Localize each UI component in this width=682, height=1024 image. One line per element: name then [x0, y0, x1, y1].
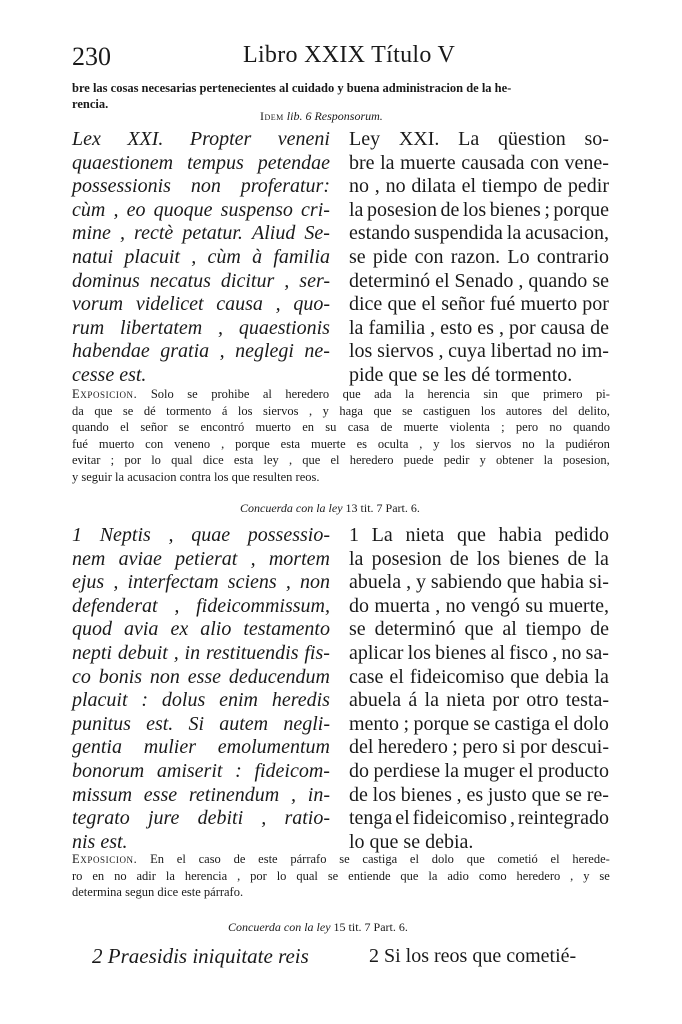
par1-latin-column — [72, 524, 330, 854]
par1-spanish-line: abuela , y sabiendo que habia si- — [349, 571, 609, 594]
exposicion-2-label: Exposicion. — [72, 852, 138, 866]
exposicion-2-line: Exposicion. En el caso de este párrafo se castiga el dolo que cometió el herede- — [72, 852, 610, 866]
lex21-latin-column — [72, 128, 330, 388]
source-work: lib. 6 Responsorum. — [286, 109, 383, 123]
exposicion-1-line: da que se dé tormento á los siervos , y haga que se castiguen los autores del delito, — [72, 403, 610, 418]
concordance-2 — [228, 920, 408, 935]
lex21-spanish-line: pide que se les dé tormento. — [349, 363, 573, 386]
par1-latin-line: bonorum amiserit : fideicom- — [72, 759, 330, 782]
concordance-1-ref: 13 tit. 7 Part. 6. — [345, 501, 420, 515]
lex21-latin-line: natui placuit , cùm à familia — [72, 245, 330, 268]
par1-latin-line: tegrato jure debiti , ratio- — [72, 807, 330, 830]
intro-continuation — [72, 80, 612, 112]
exposicion-2 — [72, 851, 610, 901]
par1-latin-line: placuit : dolus enim heredis — [72, 689, 330, 712]
concordance-2-text: Concuerda con la ley — [228, 920, 331, 934]
par1-latin-line: missum esse retinendum , in- — [72, 783, 330, 806]
par1-spanish-line: tenga el fideicomiso , reintegrado — [349, 807, 609, 830]
lex21-latin-line: rum libertatem , quaestionis — [72, 316, 330, 339]
par1-latin-line: 1 Neptis , quae possessio- — [72, 524, 330, 546]
par1-spanish-line: aplicar los bienes al fisco , no sa- — [349, 641, 609, 664]
lex21-spanish-line: la posesion de los bienes ; porque — [349, 198, 609, 221]
par1-latin-line: nepti debuit , in restituendis fis- — [72, 641, 330, 664]
par1-spanish-line: se determinó que al tiempo de — [349, 618, 609, 641]
exposicion-1-line: quando el señor se encontró muerto en su casa de muerte violenta ; pero no quando — [72, 420, 610, 435]
exposicion-1-line: Exposicion. Solo se prohibe al heredero que ada la herencia sin que primero pi- — [72, 387, 610, 401]
exposicion-1-label: Exposicion. — [72, 387, 138, 401]
par1-spanish-column — [349, 524, 609, 854]
par1-latin-line: co bonis non esse deducendum — [72, 665, 330, 688]
par1-spanish-line: la posesion de los bienes de la — [349, 547, 609, 570]
source-heading — [260, 109, 383, 124]
page-number: 230 — [72, 42, 111, 71]
par1-latin-line: nem aviae petierat , mortem — [72, 547, 330, 570]
par1-spanish-line: case el fideicomiso que debia la — [349, 665, 609, 688]
exposicion-1-line: fué muerto con veneno , porque esta muerte es oculta , y los siervos no la pudiéron — [72, 436, 610, 451]
lex21-latin-line: possessionis non proferatur: — [72, 175, 330, 198]
par1-spanish-line: mento ; porque se castiga el dolo — [349, 712, 609, 735]
concordance-2-ref: 15 tit. 7 Part. 6. — [333, 920, 408, 934]
par2-spanish-start: 2 Si los reos que cometié- — [369, 945, 577, 967]
lex21-spanish-line: bre la muerte causada con vene- — [349, 151, 609, 174]
par1-spanish-line: do muerta , no vengó su muerte, — [349, 594, 609, 617]
par1-latin-line: defenderat , fideicommissum, — [72, 594, 330, 617]
lex21-latin-line: quaestionem tempus petendae — [72, 151, 330, 174]
lex21-spanish-line: los siervos , cuya libertad no im- — [349, 340, 609, 363]
lex21-latin-line: habendae gratia , neglegi ne- — [72, 340, 330, 363]
exposicion-1 — [72, 386, 610, 486]
par1-latin-line: ejus , interfectam sciens , non — [72, 571, 330, 594]
par1-latin-line: quod avia ex alio testamento — [72, 618, 330, 641]
lex21-latin-line: mine , rectè petatur. Aliud Se- — [72, 222, 330, 245]
par2-latin-start: 2 Praesidis iniquitate reis — [92, 944, 309, 968]
exposicion-1-line: y seguir la acusacion contra los que resulten reos. — [72, 469, 320, 484]
par1-spanish-line: del heredero ; pero si por descui- — [349, 736, 609, 759]
source-author: Idem — [260, 109, 284, 123]
lex21-latin-line: cùm , eo quoque suspenso cri- — [72, 198, 330, 221]
exposicion-1-line: evitar ; por lo qual dice esta ley , que el heredero puede pedir y obtener la posesion, — [72, 453, 610, 468]
lex21-spanish-line: estando suspendida la acusacion, — [349, 222, 609, 245]
lex21-spanish-line: dice que el señor fué muerto por — [349, 293, 609, 316]
concordance-1 — [240, 501, 420, 516]
par1-latin-line: punitus est. Si autem negli- — [72, 712, 330, 735]
lex21-latin-line: cesse est. — [72, 363, 147, 386]
par1-latin-line: gentia mulier emolumentum — [72, 736, 330, 759]
intro-line-2: rencia. — [72, 97, 109, 111]
lex21-latin-line: Lex XXI. Propter veneni — [72, 128, 330, 150]
concordance-1-text: Concuerda con la ley — [240, 501, 343, 515]
par1-latin-line: nis est. — [72, 830, 128, 853]
par1-spanish-line: lo que se debia. — [349, 830, 474, 853]
lex21-spanish-column — [349, 128, 609, 388]
lex21-spanish-line: Ley XXI. La qüestion so- — [349, 128, 609, 150]
lex21-latin-line: vorum videlicet causa , quo- — [72, 293, 330, 316]
exposicion-2-line: ro en no adir la herencia , por lo qual se entiende que la adio como heredero , y se — [72, 868, 610, 883]
lex21-latin-line: dominus necatus dicitur , ser- — [72, 269, 330, 292]
lex21-spanish-line: se pide con razon. Lo contrario — [349, 245, 609, 268]
lex21-spanish-line: determinó el Senado , quando se — [349, 269, 609, 292]
lex21-spanish-line: no , no dilata el tiempo de pedir — [349, 175, 609, 198]
lex21-spanish-line: la familia , esto es , por causa de — [349, 316, 609, 339]
par1-spanish-line: abuela á la nieta por otro testa- — [349, 689, 609, 712]
par1-spanish-line: do perdiese la muger el producto — [349, 759, 609, 782]
exposicion-2-line: determina segun dice este párrafo. — [72, 885, 244, 900]
par1-spanish-line: de los bienes , es justo que se re- — [349, 783, 609, 806]
intro-line-1: bre las cosas necesarias pertenecientes al cuidado y buena administracion de la he- — [72, 81, 512, 95]
par1-spanish-line: 1 La nieta que habia pedido — [349, 524, 609, 546]
running-title: Libro XXIX Título V — [243, 42, 456, 68]
